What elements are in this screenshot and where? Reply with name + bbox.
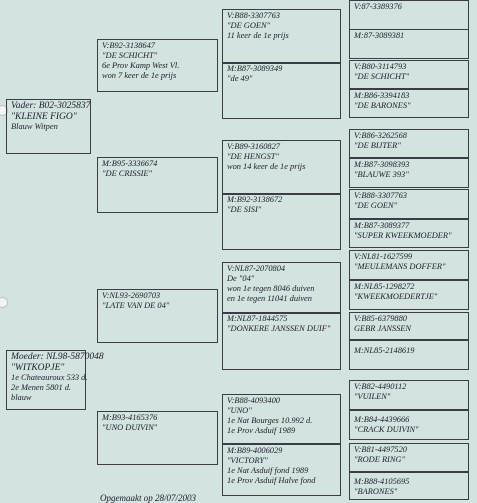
gen4-box-13: [349, 380, 469, 410]
pigeon-name: "de 49": [227, 74, 253, 83]
achievement: en 1e tegen 11041 duiven: [227, 294, 312, 303]
ring-number: V:B86-3262568: [354, 131, 407, 140]
gen4-box-7: [349, 189, 469, 219]
achievement: 6e Prov Kamp West Vl.: [102, 61, 180, 70]
ring-number: M:B87-3098393: [354, 160, 410, 169]
gen4-box-1: [349, 0, 469, 30]
ring-number: V:B88-3307763: [354, 191, 407, 200]
achievement: 1e Prov Asduif Halve fond: [227, 476, 316, 485]
footer-date: Opgemaakt op 28/07/2003: [100, 493, 196, 503]
ring-number: M:B95-3336674: [102, 159, 158, 168]
achievement: 1e Prov Asduif 1989: [227, 426, 296, 435]
pigeon-name: "DE CRISSIE": [102, 169, 153, 178]
achievement: won 7 keer de 1e prijs: [102, 71, 177, 80]
pigeon-name: "VICTORY": [227, 456, 268, 465]
ring-number: M:NL87-1844575: [227, 314, 288, 323]
pigeon-name: "DE BARONES": [354, 101, 411, 110]
ring-number: M:NL85-2148619: [354, 346, 415, 355]
achievement: won 14 keer de 1e prijs: [227, 162, 306, 171]
gen4-box-2: [349, 29, 469, 59]
pigeon-name: "DE BIJTER": [354, 141, 401, 150]
pigeon-name: "CRACK DUIVIN": [354, 425, 419, 434]
pigeon-name: De "04": [227, 274, 255, 283]
achievement: 1e Nat Asduif fond 1989: [227, 466, 309, 475]
ring-number: V:B88-3307763: [227, 11, 280, 20]
gen4-box-9: [349, 250, 469, 280]
gen3-box-2: [222, 62, 341, 119]
dam-color: blauw: [11, 393, 32, 402]
ring-number: V:B82-4490112: [354, 382, 407, 391]
ring-number: V:B89-3160827: [227, 142, 280, 151]
pigeon-name: "DE SCHICHT": [102, 51, 158, 60]
pigeon-name: "KWEEKMOEDERTJE": [354, 292, 438, 301]
pigeon-name: GEBR JANSSEN: [354, 324, 411, 333]
pigeon-name: "DE SISI": [227, 205, 262, 214]
ring-number: V:B88-4093400: [227, 396, 280, 405]
pigeon-name: "BLAUWE 393": [354, 170, 409, 179]
dam-box: [6, 350, 104, 410]
ring-number: V:87-3389376: [354, 2, 402, 11]
sire-box: [6, 99, 91, 154]
gen4-box-5: [349, 129, 469, 158]
dam-result: 2e Menen 5801 d.: [11, 383, 72, 392]
pigeon-name: "RODE RING": [354, 455, 405, 464]
ring-number: V:NL81-1627599: [354, 252, 413, 261]
achievement: won 1e tegen 8046 duiven: [227, 284, 315, 293]
ring-number: V:B81-4497520: [354, 445, 407, 454]
sire-name: "KLEINE FIGO": [11, 111, 77, 122]
gen3-box-7: [222, 394, 341, 444]
gen4-box-11: [349, 312, 469, 340]
pigeon-name: "UNO DUIVIN": [102, 423, 158, 432]
gen3-box-1: [222, 9, 341, 64]
ring-number: M:B89-4006029: [227, 446, 283, 455]
pigeon-name: "DONKERE JANSSEN DUIF": [227, 324, 331, 333]
gen4-box-3: [349, 60, 469, 89]
gen3-box-4: [222, 193, 341, 250]
sire-color: Blauw Witpen: [11, 122, 58, 131]
gen4-box-16: [349, 472, 469, 500]
sire-dam-box: [97, 157, 218, 213]
sire-sire-box: [97, 39, 218, 92]
pigeon-name: "DE SCHICHT": [354, 72, 410, 81]
pigeon-name: "SUPER KWEEKMOEDER": [354, 231, 452, 240]
dam-ring: Moeder: NL98-5870048: [11, 352, 104, 362]
gen4-box-12: [349, 340, 469, 370]
ring-number: M:B86-3394183: [354, 91, 410, 100]
ring-number: V:NL93-2690703: [102, 291, 161, 300]
gen4-box-14: [349, 410, 469, 440]
pigeon-name: "BARONES": [354, 487, 398, 496]
gen3-box-3: [222, 140, 341, 195]
pigeon-name: "DE GOEN": [227, 21, 271, 30]
gen4-box-8: [349, 219, 469, 248]
ring-number: M:B84-4439666: [354, 415, 410, 424]
gen4-box-4: [349, 89, 469, 118]
ring-number: V:B92-3138647: [102, 41, 155, 50]
pigeon-name: "LATE VAN DE 04": [102, 301, 170, 310]
ring-number: M:B92-3138672: [227, 195, 283, 204]
gen4-box-6: [349, 158, 469, 188]
achievement: 1e Nat Bourges 10.992 d.: [227, 416, 313, 425]
dam-result: 1e Chateauroux 533 d.: [11, 373, 88, 382]
gen4-box-15: [349, 443, 469, 472]
pigeon-name: "DE GOEN": [354, 201, 398, 210]
ring-number: V:B80-3114793: [354, 62, 407, 71]
dam-sire-box: [97, 289, 218, 343]
achievement: 11 keer de 1e prijs: [227, 31, 289, 40]
ring-number: M:B87-3089349: [227, 64, 283, 73]
ring-number: V:NL87-2070804: [227, 264, 286, 273]
ring-number: M:B88-4105695: [354, 477, 410, 486]
pigeon-name: "DE HENGST": [227, 152, 279, 161]
dam-name: "WITKOPJE": [11, 362, 65, 373]
ring-number: M:87-3089381: [354, 31, 405, 40]
gen3-box-8: [222, 444, 341, 496]
ring-number: M:B87-3089377: [354, 221, 410, 230]
gen3-box-6: [222, 312, 341, 370]
ring-number: M:B93-4165376: [102, 413, 158, 422]
pigeon-name: "UNO": [227, 406, 252, 415]
dam-dam-box: [97, 411, 218, 465]
gen3-box-5: [222, 262, 341, 314]
sire-ring: Vader: B02-3025837: [11, 101, 91, 111]
gen4-box-10: [349, 280, 469, 310]
pigeon-name: "VUILEN": [354, 392, 391, 401]
binder-hole: [0, 297, 8, 308]
ring-number: M:NL85-1298272: [354, 282, 415, 291]
pigeon-name: "MEULEMANS DOFFER": [354, 262, 446, 271]
ring-number: V:B85-6379880: [354, 314, 407, 323]
